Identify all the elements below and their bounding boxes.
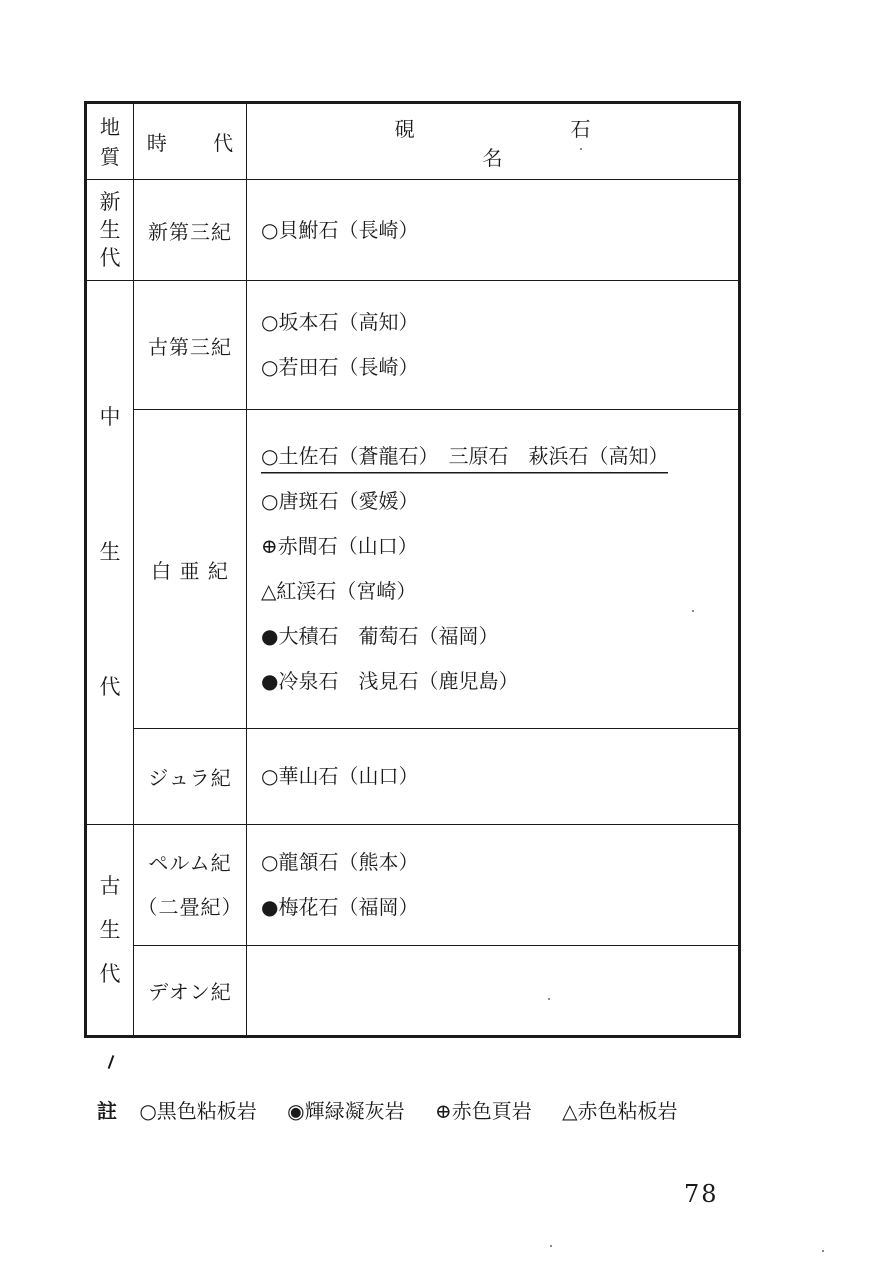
header-name-char-2: 石	[570, 116, 591, 141]
scan-speck	[548, 998, 550, 1000]
scan-speck	[580, 148, 582, 150]
legend-item-black-slate: ○黒色粘板岩	[139, 1099, 257, 1123]
stone-item: ●梅花石（福岡）	[261, 895, 419, 919]
scan-speck	[550, 1245, 552, 1247]
table-header-row	[86, 103, 740, 180]
era-mesozoic	[86, 281, 134, 825]
period-permian-line2: （二畳紀）	[137, 895, 243, 919]
period-permian-line1: ペルム紀	[148, 851, 232, 875]
stone-item: ○龍頷石（熊本）	[261, 850, 419, 874]
pen-mark	[108, 1055, 115, 1069]
era-cenozoic-label: 新生代	[99, 190, 121, 270]
legend-item-red-slate: △赤色粘板岩	[562, 1099, 678, 1123]
stone-item: ○貝鮒石（長崎）	[261, 217, 419, 242]
table-row	[86, 281, 740, 410]
table-row	[86, 180, 740, 281]
stones-paleogene	[247, 281, 740, 410]
stone-item: △紅渓石（宮崎）	[261, 579, 417, 603]
era-paleozoic	[86, 825, 134, 1037]
header-era-cell	[86, 103, 134, 180]
header-period-label: 時 代	[134, 103, 247, 180]
stone-item: ●大積石 葡萄石（福岡）	[261, 624, 499, 648]
stone-item: ○若田石（長崎）	[261, 355, 419, 379]
table-row	[86, 946, 740, 1037]
period-permian	[134, 825, 247, 946]
era-mesozoic-label: 中生代	[99, 405, 121, 699]
period-jurassic: ジュラ紀	[134, 729, 247, 825]
stones-permian	[247, 825, 740, 946]
stone-item: ⊕赤間石（山口）	[261, 534, 418, 558]
table-row	[86, 825, 740, 946]
header-name-char-1: 硯	[394, 116, 415, 141]
stone-item: ○唐斑石（愛媛）	[261, 489, 419, 513]
stones-cretaceous	[247, 410, 740, 729]
stones-jurassic	[247, 729, 740, 825]
legend-label: 註	[97, 1099, 117, 1123]
legend-item-red-shale: ⊕赤色頁岩	[434, 1099, 532, 1123]
header-names-cell	[247, 103, 740, 180]
page-number: 78	[684, 1180, 719, 1208]
legend-item-schalstein: ◉輝緑凝灰岩	[287, 1099, 405, 1123]
stone-item: ○坂本石（高知）	[261, 310, 419, 334]
period-neogene: 新第三紀	[134, 180, 247, 281]
period-paleogene: 古第三紀	[134, 281, 247, 410]
stone-item: ○華山石（山口）	[261, 764, 419, 788]
inkstone-table	[84, 101, 741, 1038]
header-era-label: 地質	[100, 114, 120, 169]
stones-devonian	[247, 946, 740, 1037]
era-cenozoic	[86, 180, 134, 281]
stone-item: ○土佐石（蒼龍石） 三原石 萩浜石（高知）	[261, 434, 668, 479]
stone-item: ●冷泉石 浅見石（鹿児島）	[261, 669, 519, 693]
era-paleozoic-label: 古生代	[99, 874, 121, 986]
header-name-char-3: 名	[482, 145, 503, 170]
table-row	[86, 729, 740, 825]
period-devonian: デオン紀	[134, 946, 247, 1037]
scan-speck	[822, 1250, 824, 1252]
legend	[97, 1095, 702, 1124]
scan-speck	[692, 610, 694, 612]
period-cretaceous: 白 亜 紀	[134, 410, 247, 729]
table-row	[86, 410, 740, 729]
stones-neogene	[247, 180, 740, 281]
